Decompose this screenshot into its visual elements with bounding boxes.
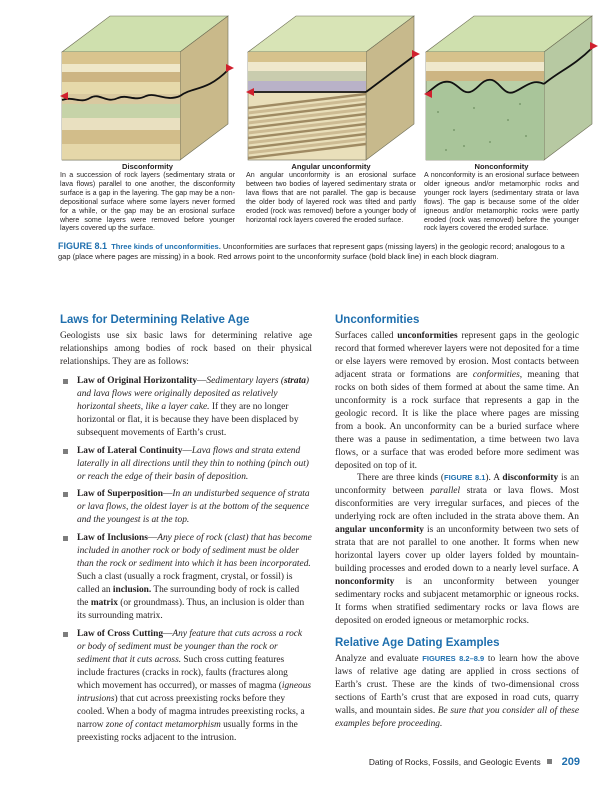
page-footer (369, 756, 580, 768)
law-explanation: (or groundmass). Thus, an inclusion is older than its surrounding matrix. (77, 598, 305, 622)
law-lateral-continuity (60, 445, 312, 484)
law-original-horizontality (60, 375, 312, 440)
law-superposition (60, 488, 312, 527)
figure-reference-link[interactable]: FIGURE 8.1 (444, 473, 486, 483)
term-matrix: matrix (90, 598, 118, 609)
law-explanation: ) that cut across preexisting rocks before they cooled. When a body of magma intrudes preexisting rocks, a narrow (77, 693, 305, 730)
instruction-text: Be sure that you consider all of these examples before proceeding. (335, 705, 579, 729)
angular-unconformity-title: Angular unconformity (291, 162, 371, 171)
figure-caption-text: Unconformities are surfaces that represent gaps (missing layers) in the geologic record; analogous to a gap (place where pages are missing) in a book. Red arrows point to the unconformity surface (bold black line) in each block diagram. (58, 242, 565, 262)
nonconformity-diagram (424, 12, 599, 162)
term-conformities: conformities (472, 369, 520, 380)
law-explanation: Such a clast (usually a rock fragment, crystal, or fossil) is called an (77, 572, 293, 596)
law-explanation: If they are no longer horizontal or flat, it is because they have been displaced by subsequent movements of Earth’s crust. (77, 401, 299, 438)
separator: — (147, 533, 158, 544)
relative-age-heading: Relative Age Dating Examples (335, 636, 500, 649)
figure-label: FIGURE 8.1 (58, 241, 108, 251)
law-definition: Any piece of rock (clast) that has become included in another rock or body of sediment must be older than the rock or sediment into which it has been incorporated. (77, 533, 312, 570)
law-explanation: The surrounding body of rock is called the (77, 585, 300, 609)
laws-intro: Geologists use six basic laws for determining relative age relationships among bodies of rock based on their physical relationships. They are as follows: (60, 331, 312, 367)
law-name: Law of Original Horizontality (77, 375, 198, 386)
angular-unconformity-text: An angular unconformity is an erosional surface between two bodies of layered sedimentary strata or lava flows that are not parallel. The gap is because the older body of layered rock was tilted and partly eroded (rock was removed) before a younger body of horizontal rock layers covered the eroded surface. (246, 171, 416, 224)
right-column (335, 314, 579, 731)
unconformities-paragraph-2: There are three kinds (FIGURE 8.1). A disconformity is an unconformity between parallel strata or lava flows. Most disconformities are very irregular surfaces, and pieces of the underlying rock are often included in the strata above them. An angular unconformity is an unconformity between two sets of strata that are not parallel to one another. It forms when new horizontal layers cover up older layers folded by mountain-building processes and eroded down to a nearly level surface. A nonconformity is an unconformity between younger sedimentary rocks and subjacent metamorphic or igneous rocks. It forms when stratified sedimentary rocks or lava flows are deposited on eroded igneous or metamorphic rocks. (335, 473, 580, 626)
term-parallel: parallel (430, 486, 461, 497)
term-contact-metamorphism: zone of contact metamorphism (105, 719, 221, 730)
square-bullet-icon (547, 759, 552, 764)
red-arrow-icon (590, 42, 598, 50)
separator: — (197, 375, 207, 386)
disconformity-text: In a succession of rock layers (sedimentary strata or lava flows) parallel to one another, the disconformity surface is a gap in the layering. The gap may be a non-depositional surface where some layers never formed for a while, or the gap may be an erosional surface where some layers were removed before younger layers covered up the surface. (60, 171, 235, 233)
law-name: Law of Superposition (77, 489, 163, 500)
law-definition: ) and lava flows were originally deposited as relatively horizontal sheets, like a layer cake. (77, 375, 310, 412)
figure-title: Three kinds of unconformities. (111, 242, 221, 251)
law-name: Law of Lateral Continuity (77, 445, 183, 456)
unconformities-paragraph-1: Surfaces called unconformities represent gaps in the geologic record that formed wherever layers were not deposited for a time or else layers were removed by erosion. Most contacts between adjacent strata or formations are conformities, meaning that rocks on both sides of them formed at about the same time. An unconformity is a rock surface that represents a gap in the geologic record. It is like the place where pages are missing from a book. An unconformity can be a buried surface where there was a pause in sedimentation, a time between two lava flows, or a surface that was eroded before more sediment was deposited on top of it. (335, 331, 579, 471)
law-definition: In an undisturbed sequence of strata or lava flows, the oldest layer is at the bottom of the sequence and the youngest is at the top. (77, 489, 310, 526)
disconformity-title: Disconformity (121, 162, 174, 171)
left-column (60, 314, 312, 750)
angular-unconformity-diagram (246, 12, 421, 162)
term-strata: strata (284, 375, 306, 386)
term-igneous-intrusions: igneous intrusions (77, 680, 312, 704)
figures-reference-link[interactable]: FIGURES 8.2–8.9 (422, 653, 485, 663)
disconformity-diagram (60, 12, 235, 162)
term-disconformity: disconformity (502, 473, 559, 484)
running-footer-title: Dating of Rocks, Fossils, and Geologic Events (368, 757, 541, 767)
law-name: Law of Inclusions (77, 533, 148, 544)
laws-list (60, 375, 312, 745)
nonconformity-caption (424, 162, 579, 233)
figure-caption (58, 241, 578, 263)
separator: — (163, 629, 173, 640)
angular-unconformity-caption (246, 162, 416, 224)
law-explanation: Such cross cutting features include fractures (cracks in rock), faults (fractures along which movement has occurred), or masses of magma ( (77, 654, 288, 691)
law-explanation: usually forms in the preexisting rocks adjacent to the intrusion. (77, 719, 298, 743)
law-definition: Sedimentary layers ( (206, 375, 285, 386)
law-cross-cutting (60, 628, 312, 745)
nonconformity-title: Nonconformity (474, 162, 529, 171)
disconformity-caption (60, 162, 235, 233)
unconformities-heading: Unconformities (335, 314, 420, 326)
red-arrow-icon (226, 64, 234, 72)
nonconformity-text: A nonconformity is an erosional surface between older igneous and/or metamorphic rocks and younger rock layers (sedimentary strata or lava flows). The gap is because some of the older igneous and/or metamorphic rocks were partly eroded (rock was removed) before the younger rock layers covered the eroded surface. (424, 171, 579, 233)
term-inclusion: inclusion. (112, 585, 152, 596)
laws-heading: Laws for Determining Relative Age (60, 314, 250, 326)
separator: — (162, 489, 173, 500)
relative-age-paragraph: Analyze and evaluate FIGURES 8.2–8.9 to learn how the above laws of relative age dating are applied in cross sections of Earth’s crust. These are the kinds of two-dimensional cross sections of Earth’s crust that are exposed in road cuts, quarry walls, and mountain sides. Be sure that you consider all of these examples before proceeding. (335, 653, 580, 729)
law-inclusions (60, 532, 312, 623)
law-definition: Any feature that cuts across a rock or body of sediment must be younger than the rock or sediment that it cuts across. (77, 629, 303, 665)
red-arrow-icon (412, 50, 420, 58)
term-angular-unconformity: angular unconformity (335, 525, 424, 536)
term-nonconformity: nonconformity (335, 577, 395, 588)
law-name: Law of Cross Cutting (77, 629, 164, 640)
separator: — (182, 445, 192, 456)
term-unconformities: unconformities (397, 331, 458, 341)
page-number: 209 (561, 756, 580, 768)
law-definition: Lava flows and strata extend laterally in all directions until they thin to nothing (pinch out) or reach the edge of their basin of deposition. (77, 445, 309, 482)
